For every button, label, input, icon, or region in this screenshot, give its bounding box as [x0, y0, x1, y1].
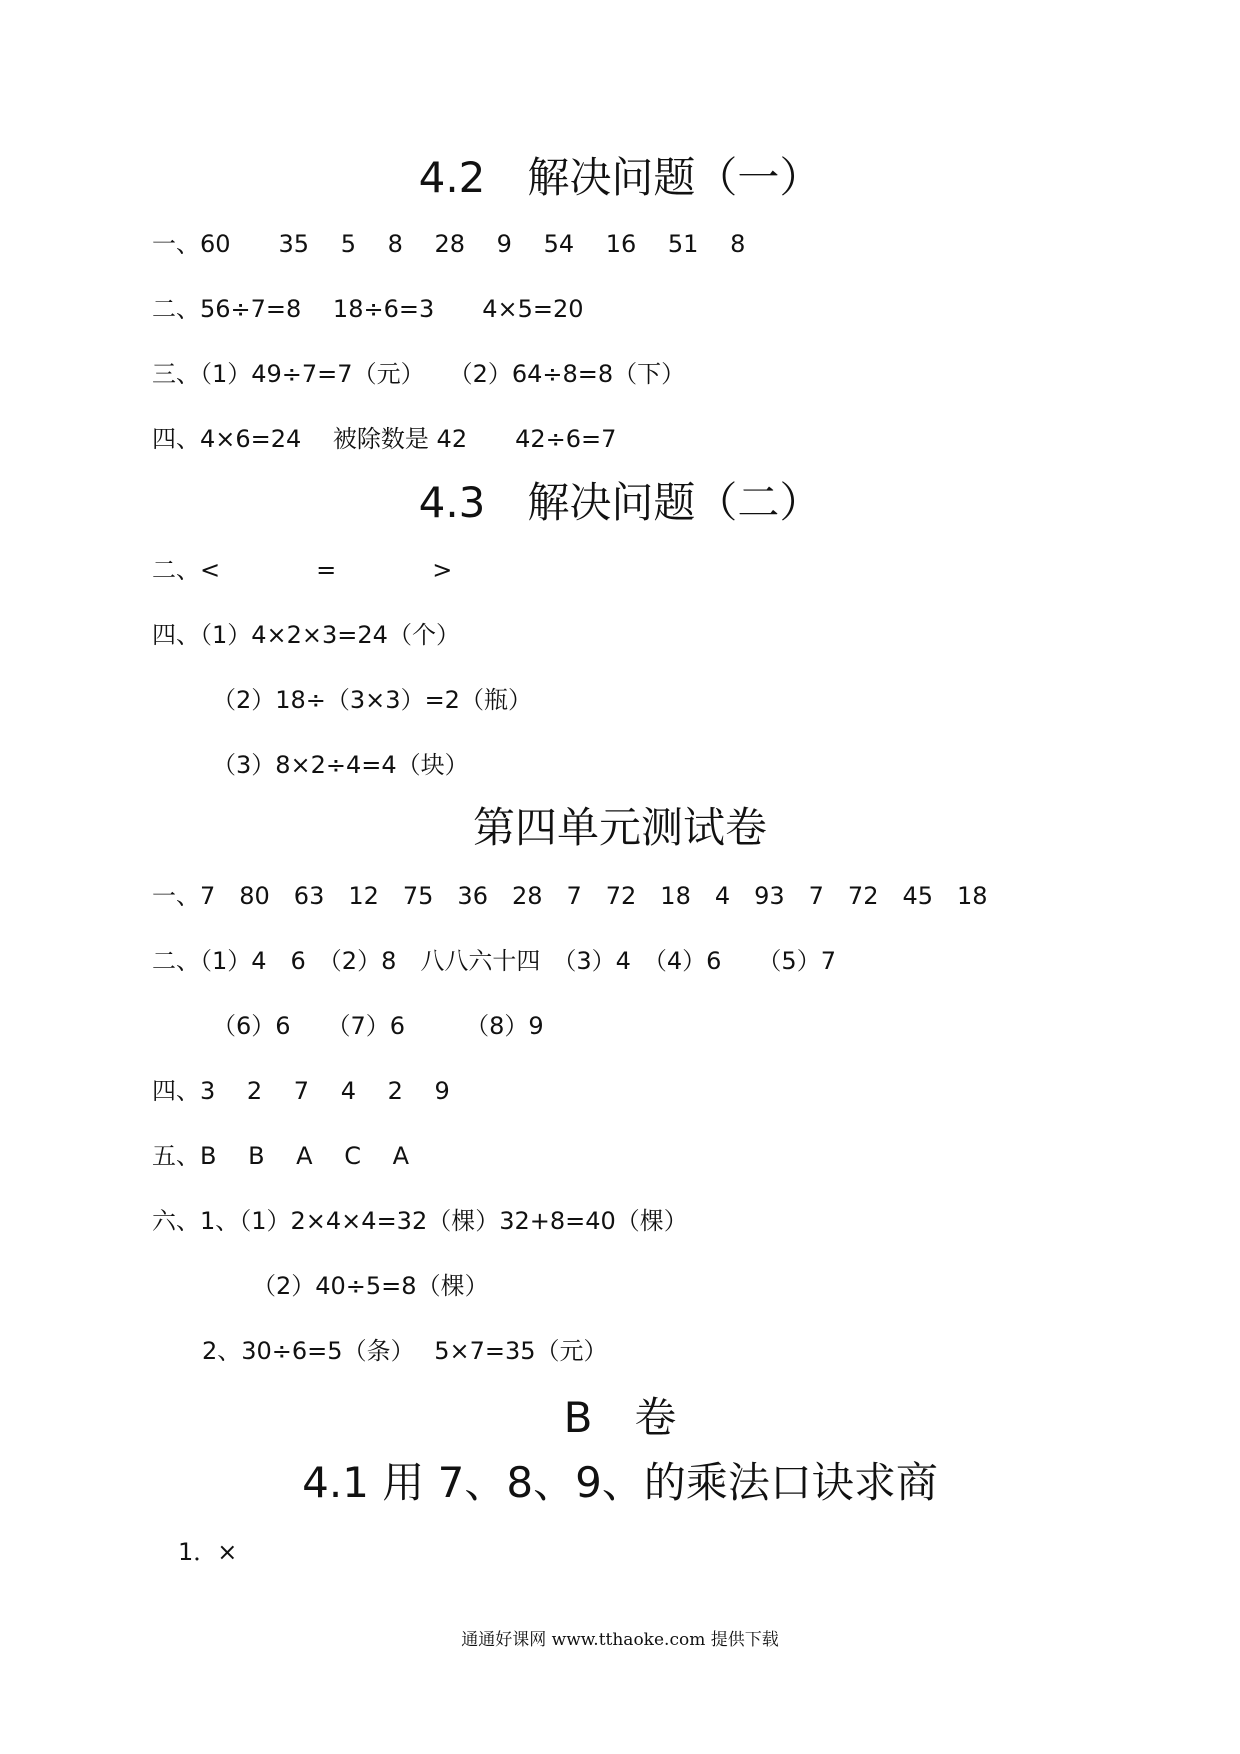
answer-line: 二、< = >	[152, 556, 453, 584]
section-heading-4-2: 4.2 解决问题（一）	[418, 153, 822, 202]
answer-line: 二、56÷7=8 18÷6=3 4×5=20	[152, 295, 584, 323]
section-heading-unit-test: 第四单元测试卷	[472, 803, 767, 852]
answer-line: 二、（1）4 6 （2）8 八八六十四 （3）4 （4）6 （5）7	[152, 947, 836, 975]
answer-line: （6）6 （7）6 （8）9	[212, 1012, 544, 1040]
answer-line: 六、1、（1）2×4×4=32（棵）32+8=40（棵）	[152, 1207, 688, 1235]
section-heading-4-3: 4.3 解决问题（二）	[418, 478, 822, 527]
answer-line: （2）40÷5=8（棵）	[252, 1272, 489, 1300]
answer-line: 三、（1）49÷7=7（元） （2）64÷8=8（下）	[152, 360, 686, 388]
section-heading-b-volume: B 卷	[563, 1393, 677, 1442]
answer-line: 一、60 35 5 8 28 9 54 16 51 8	[152, 230, 746, 258]
answer-line: 一、7 80 63 12 75 36 28 7 72 18 4 93 7 72 45 18	[152, 882, 988, 910]
answer-line: （2）18÷（3×3）=2（瓶）	[212, 686, 532, 714]
answer-line: 四、4×6=24 被除数是 42 42÷6=7	[152, 425, 617, 453]
section-heading-4-1: 4.1 用 7、8、9、的乘法口诀求商	[302, 1458, 938, 1507]
answer-line: 五、B B A C A	[152, 1142, 410, 1170]
footer-source: 通通好课网 www.tthaoke.com 提供下载	[461, 1630, 779, 1650]
answer-line: 四、3 2 7 4 2 9	[152, 1077, 450, 1105]
answer-line: （3）8×2÷4=4（块）	[212, 751, 469, 779]
answer-line: 四、（1）4×2×3=24（个）	[152, 621, 460, 649]
answer-line: 1．×	[178, 1538, 238, 1566]
answer-line: 2、30÷6=5（条） 5×7=35（元）	[202, 1337, 608, 1365]
